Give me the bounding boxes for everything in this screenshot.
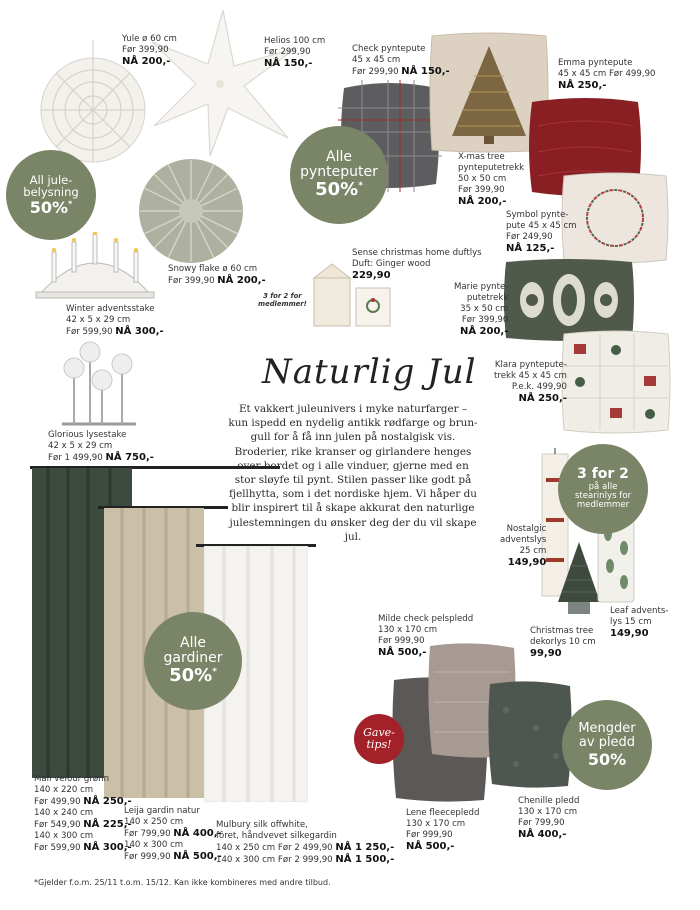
product-size: 42 x 5 x 29 cm <box>48 441 113 451</box>
xmas-label <box>458 152 524 207</box>
chenille-label <box>518 796 579 840</box>
product-name-1: Sense christmas home duftlys <box>352 248 482 258</box>
product-size: 130 x 170 cm <box>518 807 578 817</box>
price-before: Før 299,90 <box>352 67 399 77</box>
badge-pct: 50% <box>29 197 69 217</box>
price-row-3 <box>34 842 132 854</box>
size-2: 140 x 240 cm <box>34 808 94 818</box>
size-1: 140 x 220 cm <box>34 785 94 795</box>
price-before: Før 399,90 <box>461 315 509 325</box>
check-label <box>352 44 450 78</box>
price-before: Før 299,90 <box>264 47 311 57</box>
glorious-label <box>48 430 154 464</box>
price-now: NÅ 500,- <box>378 647 427 658</box>
product-size: 25 cm <box>519 546 547 556</box>
product-name: Emma pyntepute <box>558 58 633 68</box>
price-now: NÅ 225,- <box>83 819 132 830</box>
price-before: Før 799,90 <box>124 829 171 839</box>
product-name: Winter adventsstake <box>66 304 155 314</box>
product-name-1: Mulbury silk offwhite, <box>216 820 308 830</box>
price-now: NÅ 200,- <box>217 275 266 286</box>
price-row-1 <box>216 842 394 854</box>
price-before: Før 499,90 <box>34 797 81 807</box>
product-name: Chenille pledd <box>518 796 580 806</box>
sense-label <box>352 248 482 281</box>
price-now: NÅ 400,- <box>173 828 222 839</box>
product-name: Leija gardin natur <box>124 806 200 816</box>
product-name-2: adventslys <box>500 535 547 545</box>
product-name-2: Duft: Ginger wood <box>352 259 431 269</box>
gardiner-badge <box>144 612 242 710</box>
price-pek: P.e.k. 499,90 <box>511 382 567 392</box>
product-name: Mali velour grønn <box>34 774 110 784</box>
badge-line1: Alle <box>326 148 352 165</box>
price-row-2 <box>124 851 222 863</box>
size-3: 140 x 300 cm <box>34 831 94 841</box>
pynteputer-badge <box>290 126 388 224</box>
product-name-1: Symbol pynte- <box>506 210 569 220</box>
price-before: Før 399,90 <box>168 276 215 286</box>
product-name-2: trekk 45 x 45 cm <box>494 371 567 381</box>
price-now: NÅ 250,- <box>83 796 132 807</box>
marie-label <box>454 282 508 337</box>
price-row <box>48 452 154 464</box>
price-before: Før 999,90 <box>124 852 171 862</box>
note-line2: medlemmer! <box>258 300 307 308</box>
winter-adventsstake-image <box>30 232 160 302</box>
price-row <box>352 66 450 78</box>
chenille-pledd-image <box>486 680 574 790</box>
badge-line2: pynteputer <box>300 164 378 181</box>
size-2: 140 x 300 cm <box>124 840 184 850</box>
price-row <box>66 326 164 338</box>
price-now: NÅ 500,- <box>406 841 455 852</box>
badge-pct-row <box>315 180 363 200</box>
badge-line3: stearinlys for <box>574 490 632 501</box>
price-before: Før 599,90 <box>66 327 113 337</box>
price-now: NÅ 400,- <box>518 829 567 840</box>
price-now: NÅ 250,- <box>558 80 607 91</box>
price-now: NÅ 200,- <box>122 56 171 67</box>
price-row-2 <box>34 819 132 831</box>
badge-line2: på alle <box>588 481 618 492</box>
note-line1: 3 for 2 for <box>263 292 302 300</box>
price-now: NÅ 250,- <box>518 393 567 404</box>
footnote: *Gjelder f.o.m. 25/11 t.o.m. 15/12. Kan ikke kombineres med andre tilbud. <box>34 878 331 887</box>
price-before: Før 549,90 <box>34 820 81 830</box>
badge-star: * <box>358 181 363 192</box>
leaf-label <box>610 606 668 639</box>
product-name: Milde check pelspledd <box>378 614 474 624</box>
price-before: Før 999,90 <box>406 830 453 840</box>
price-row-1 <box>34 796 132 808</box>
price-now: NÅ 150,- <box>264 58 313 69</box>
badge-pct: 50% <box>169 665 213 687</box>
size-1: 140 x 250 cm <box>124 817 184 827</box>
page-title: Naturlig Jul <box>262 352 477 392</box>
badge-line4: medlemmer <box>576 500 630 511</box>
price-row <box>168 275 266 287</box>
price-now: 149,90 <box>507 557 547 568</box>
product-name-2: dekorlys 10 cm <box>530 637 596 647</box>
product-name-2: putetrekk <box>466 293 509 303</box>
price-now: NÅ 300,- <box>115 326 164 337</box>
badge-star: * <box>212 667 217 678</box>
product-name-2: fôret, håndvevet silkegardin <box>216 831 337 841</box>
product-name-1: X-mas tree <box>458 152 505 162</box>
badge-line2: gardiner <box>163 650 223 667</box>
mali-label <box>34 774 132 854</box>
product-name-1: Nostalgic <box>506 524 547 534</box>
price-now: NÅ 300,- <box>83 842 132 853</box>
product-name: Snowy flake ø 60 cm <box>168 264 258 274</box>
badge-star: * <box>68 199 73 209</box>
lene-label <box>406 808 479 852</box>
leija-label <box>124 806 222 863</box>
product-name-1: Leaf advents- <box>610 606 669 616</box>
price-now: NÅ 750,- <box>105 452 154 463</box>
klara-pyntepute-image <box>560 330 672 434</box>
product-size: 130 x 170 cm <box>406 819 466 829</box>
price-before: Før 599,90 <box>34 843 81 853</box>
product-name-2: pute 45 x 45 cm <box>506 221 577 231</box>
klara-label <box>494 360 567 404</box>
three-for-two-note <box>258 292 307 308</box>
gavetips-badge <box>354 714 404 764</box>
badge-line2: tips! <box>366 738 392 751</box>
badge-line2: belysning <box>23 185 79 200</box>
price-now: 229,90 <box>352 270 391 281</box>
price-now: NÅ 500,- <box>173 851 222 862</box>
julebelysning-badge <box>6 150 96 240</box>
product-name: Helios 100 cm <box>264 36 326 46</box>
badge-line1: 3 for 2 <box>577 466 629 483</box>
product-name-2: pynteputetrekk <box>458 163 525 173</box>
price-before: Før 399,90 <box>458 185 505 195</box>
price-now: 99,90 <box>530 648 562 659</box>
glorious-lysestake-image <box>52 338 142 428</box>
price-before: Før 799,90 <box>518 818 565 828</box>
helios-label <box>264 36 325 69</box>
badge-pct: 50% <box>587 749 627 769</box>
price-before: Før 999,90 <box>378 636 425 646</box>
price-row-1 <box>124 828 222 840</box>
price-now: NÅ 1 500,- <box>335 854 395 865</box>
helios-star-image <box>148 8 298 158</box>
price-now: NÅ 150,- <box>401 66 450 77</box>
product-size: 45 x 45 cm <box>352 55 401 65</box>
product-name-1: Klara pyntepute- <box>494 360 567 370</box>
symbol-label <box>506 210 577 254</box>
emma-label <box>558 58 656 91</box>
mulbury-label <box>216 820 394 866</box>
product-name: Lene fleecepledd <box>406 808 480 818</box>
price-now: NÅ 200,- <box>459 326 509 337</box>
price-now: NÅ 125,- <box>506 243 555 254</box>
badge-line2: av pledd <box>578 735 636 751</box>
nostalgic-label <box>500 524 546 568</box>
size-before: 45 x 45 cm Før 499,90 <box>558 69 656 79</box>
product-name-1: Marie pynte- <box>454 282 509 292</box>
stearinlys-badge <box>558 444 648 534</box>
badge-line1: Alle <box>180 634 206 651</box>
product-size: 50 x 50 cm <box>458 174 507 184</box>
price-before: Før 399,90 <box>122 45 169 55</box>
badge-pct: 50% <box>315 179 359 201</box>
product-name: Yule ø 60 cm <box>122 34 177 44</box>
product-name: Check pyntepute <box>352 44 426 54</box>
price-before: Før 1 499,90 <box>48 453 103 463</box>
product-size: 42 x 5 x 29 cm <box>66 315 131 325</box>
size-before: 140 x 300 cm Før 2 999,90 <box>216 855 333 865</box>
intro-text: Et vakkert juleunivers i myke naturfarger – kun ispedd en nydelig antikk rødfarge og brun-gull for å få inn julen på nostalgisk vis. Broderier, rike kranser og girlandere henges over bordet og i alle vinduer, gjerne med en stor sløyfe til pynt. Stilen passer like godt på fjellhytta, som i det nordiske hjem. Vi håper du blir inspirert til å skape akkurat den naturlige julestemningen du ønsker deg der du vil skape jul. <box>228 403 478 543</box>
snowy-label <box>168 264 266 287</box>
badge-pct-row <box>169 666 217 686</box>
price-now: NÅ 200,- <box>458 196 507 207</box>
product-size: 35 x 50 cm <box>460 304 509 314</box>
badge-pct-row <box>30 199 72 217</box>
badge-line1: Gave- <box>363 725 395 739</box>
pledd-badge <box>562 700 652 790</box>
tree-label <box>530 626 596 659</box>
product-name-1: Christmas tree <box>530 626 594 636</box>
price-now: 149,90 <box>610 628 649 639</box>
product-name: Glorious lysestake <box>48 430 127 440</box>
price-now: NÅ 1 250,- <box>335 842 395 853</box>
size-before: 140 x 250 cm Før 2 499,90 <box>216 843 333 853</box>
price-row-2 <box>216 854 394 866</box>
yule-label <box>122 34 177 67</box>
product-name-2: lys 15 cm <box>610 617 652 627</box>
milde-label <box>378 614 473 658</box>
badge-line1: All jule- <box>29 172 73 187</box>
badge-line1: Mengder <box>578 720 636 736</box>
winter-label <box>66 304 164 338</box>
price-before: Før 249,90 <box>506 232 553 242</box>
product-size: 130 x 170 cm <box>378 625 438 635</box>
